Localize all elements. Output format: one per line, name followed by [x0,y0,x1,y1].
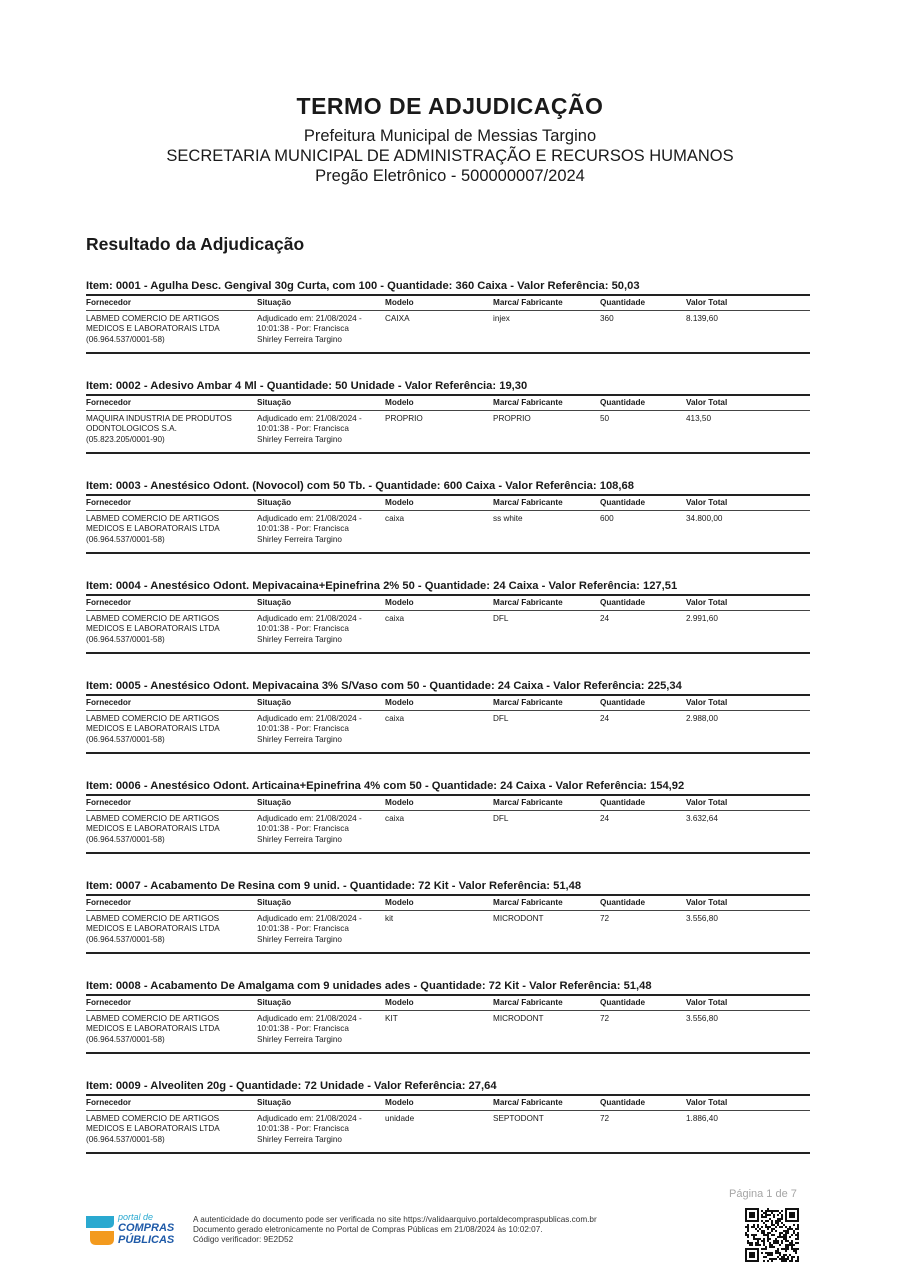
item-block [86,1078,810,1178]
cell-fornecedor-line: LABMED COMERCIO DE ARTIGOS [86,714,220,723]
item-title: Item: 0007 - Acabamento De Resina com 9 unid. - Quantidade: 72 Kit - Valor Referência: 51,48 [86,880,582,892]
table-row [86,714,810,751]
cell-situacao [257,814,379,845]
cell-quantidade: 24 [600,614,610,623]
cell-fornecedor-line: (06.964.537/0001-58) [86,534,165,544]
cell-fornecedor-line: MEDICOS E LABORATORAIS LTDA [86,524,220,534]
column-header-valor: Valor Total [686,298,728,307]
cell-modelo: caixa [385,814,405,823]
department-name: SECRETARIA MUNICIPAL DE ADMINISTRAÇÃO E RECURSOS HUMANOS [166,147,734,165]
cell-situacao-line: Shirley Ferreira Targino [257,834,342,844]
cell-situacao [257,714,379,745]
cell-quantidade: 600 [600,514,614,523]
cell-fornecedor [86,1014,251,1045]
column-header-fornecedor: Fornecedor [86,798,132,807]
item-title: Item: 0001 - Agulha Desc. Gengival 30g Curta, com 100 - Quantidade: 360 Caixa - Valor Referência: 50,03 [86,280,640,292]
cell-quantidade: 72 [600,914,610,923]
cell-situacao-line: Adjudicado em: 21/08/2024 - [257,1114,362,1123]
document-header [0,92,900,186]
item-bottom-rule [86,552,810,554]
column-header-modelo: Modelo [385,1098,414,1107]
cell-situacao-line: Adjudicado em: 21/08/2024 - [257,514,362,523]
cell-situacao [257,1014,379,1045]
cell-marca: DFL [493,714,509,723]
column-header-row [86,896,810,910]
column-header-fornecedor: Fornecedor [86,998,132,1007]
cell-situacao-line: Adjudicado em: 21/08/2024 - [257,414,362,423]
item-title: Item: 0004 - Anestésico Odont. Mepivacaina+Epinefrina 2% 50 - Quantidade: 24 Caixa - Valor Referência: 127,51 [86,580,678,592]
logo-line-2: PÚBLICAS [118,1234,175,1246]
header-divider [86,810,810,811]
column-header-marca: Marca/ Fabricante [493,998,563,1007]
cell-fornecedor-line: MEDICOS E LABORATORAIS LTDA [86,1124,220,1134]
cell-fornecedor [86,414,251,445]
column-header-marca: Marca/ Fabricante [493,598,563,607]
item-block [86,378,810,478]
header-divider [86,710,810,711]
item-block [86,278,810,378]
column-header-fornecedor: Fornecedor [86,398,132,407]
column-header-row [86,696,810,710]
cell-modelo: KIT [385,1014,398,1023]
cell-modelo: caixa [385,614,405,623]
column-header-situacao: Situação [257,598,292,607]
item-bottom-rule [86,452,810,454]
items-list [86,278,810,1178]
cell-fornecedor-line: (05.823.205/0001-90) [86,434,165,444]
cell-fornecedor-line: (06.964.537/0001-58) [86,1134,165,1144]
column-header-fornecedor: Fornecedor [86,498,132,507]
column-header-quantidade: Quantidade [600,798,646,807]
cell-situacao-line: Adjudicado em: 21/08/2024 - [257,914,362,923]
column-header-modelo: Modelo [385,898,414,907]
cell-situacao-line: Shirley Ferreira Targino [257,334,342,344]
column-header-situacao: Situação [257,498,292,507]
column-header-quantidade: Quantidade [600,298,646,307]
cell-marca: MICRODONT [493,1014,544,1023]
cell-fornecedor-line: LABMED COMERCIO DE ARTIGOS [86,614,220,623]
column-header-valor: Valor Total [686,998,728,1007]
cell-situacao-line: 10:01:38 - Por: Francisca [257,724,349,734]
cell-modelo: CAIXA [385,314,410,323]
cell-valor: 3.556,80 [686,1014,718,1023]
cell-situacao-line: Shirley Ferreira Targino [257,534,342,544]
cell-fornecedor-line: (06.964.537/0001-58) [86,1034,165,1044]
cell-marca: SEPTODONT [493,1114,544,1123]
cell-valor: 8.139,60 [686,314,718,323]
column-header-marca: Marca/ Fabricante [493,1098,563,1107]
qr-code-icon [745,1208,799,1262]
cell-fornecedor-line: LABMED COMERCIO DE ARTIGOS [86,314,220,323]
column-header-modelo: Modelo [385,498,414,507]
column-header-marca: Marca/ Fabricante [493,298,563,307]
column-header-row [86,596,810,610]
table-row [86,314,810,351]
cell-fornecedor [86,1114,251,1145]
column-header-row [86,996,810,1010]
cell-marca: DFL [493,814,509,823]
cell-situacao [257,314,379,345]
cell-situacao-line: 10:01:38 - Por: Francisca [257,324,349,334]
item-title: Item: 0002 - Adesivo Ambar 4 Ml - Quantidade: 50 Unidade - Valor Referência: 19,30 [86,380,528,392]
column-header-situacao: Situação [257,698,292,707]
column-header-situacao: Situação [257,898,292,907]
table-row [86,614,810,651]
organization-name: Prefeitura Municipal de Messias Targino [303,127,597,145]
cell-situacao-line: 10:01:38 - Por: Francisca [257,524,349,534]
column-header-valor: Valor Total [686,598,728,607]
column-header-marca: Marca/ Fabricante [493,698,563,707]
column-header-fornecedor: Fornecedor [86,698,132,707]
cell-modelo: unidade [385,1114,415,1123]
item-block [86,878,810,978]
table-row [86,814,810,851]
column-header-quantidade: Quantidade [600,398,646,407]
cell-fornecedor-line: MEDICOS E LABORATORAIS LTDA [86,1024,220,1034]
section-title: Resultado da Adjudicação [86,234,305,254]
item-block [86,578,810,678]
cell-valor: 34.800,00 [686,514,723,523]
generation-note: Documento gerado eletronicamente no Portal de Compras Públicas em 21/08/2024 às 10:02:07. [193,1225,543,1234]
item-block [86,978,810,1078]
item-block [86,778,810,878]
column-header-valor: Valor Total [686,498,728,507]
cell-marca: ss white [493,514,523,523]
column-header-fornecedor: Fornecedor [86,898,132,907]
cell-modelo: caixa [385,714,405,723]
cell-quantidade: 72 [600,1114,610,1123]
cell-valor: 2.988,00 [686,714,718,723]
table-row [86,1014,810,1051]
table-row [86,514,810,551]
column-header-fornecedor: Fornecedor [86,298,132,307]
cell-situacao-line: Shirley Ferreira Targino [257,934,342,944]
cell-valor: 3.632,64 [686,814,718,823]
page-number: Página 1 de 7 [729,1188,797,1200]
item-bottom-rule [86,1152,810,1154]
column-header-quantidade: Quantidade [600,598,646,607]
cell-fornecedor-line: LABMED COMERCIO DE ARTIGOS [86,914,220,923]
cell-fornecedor [86,714,251,745]
cell-situacao [257,514,379,545]
column-header-situacao: Situação [257,998,292,1007]
cell-modelo: PROPRIO [385,414,423,423]
cell-situacao [257,614,379,645]
cell-situacao-line: 10:01:38 - Por: Francisca [257,824,349,834]
footer-text [193,1215,597,1245]
cell-marca: PROPRIO [493,414,531,423]
cell-fornecedor-line: (06.964.537/0001-58) [86,734,165,744]
cell-fornecedor-line: MEDICOS E LABORATORAIS LTDA [86,624,220,634]
table-row [86,914,810,951]
header-divider [86,510,810,511]
portal-logo [86,1212,186,1248]
cell-fornecedor [86,814,251,845]
cell-fornecedor [86,514,251,545]
item-bottom-rule [86,352,810,354]
cell-situacao [257,414,379,445]
item-title: Item: 0006 - Anestésico Odont. Articaina+Epinefrina 4% com 50 - Quantidade: 24 Caixa - Valor Referência: 154,92 [86,780,685,792]
verification-code: Código verificador: 9E2D52 [193,1235,294,1244]
cell-marca: DFL [493,614,509,623]
header-divider [86,1010,810,1011]
process-number: Pregão Eletrônico - 500000007/2024 [315,167,585,185]
cell-situacao-line: Shirley Ferreira Targino [257,734,342,744]
column-header-quantidade: Quantidade [600,898,646,907]
cell-fornecedor-line: (06.964.537/0001-58) [86,934,165,944]
cell-fornecedor-line: ODONTOLOGICOS S.A. [86,424,177,434]
cell-situacao-line: Adjudicado em: 21/08/2024 - [257,314,362,323]
column-header-quantidade: Quantidade [600,698,646,707]
cell-modelo: kit [385,914,394,923]
cell-fornecedor-line: LABMED COMERCIO DE ARTIGOS [86,514,220,523]
item-title: Item: 0005 - Anestésico Odont. Mepivacaina 3% S/Vaso com 50 - Quantidade: 24 Caixa - Valor Referência: 225,34 [86,680,682,692]
column-header-modelo: Modelo [385,698,414,707]
column-header-situacao: Situação [257,298,292,307]
cell-quantidade: 24 [600,814,610,823]
item-block [86,678,810,778]
logo-small-text: portal de [118,1212,154,1222]
cell-marca: MICRODONT [493,914,544,923]
cell-quantidade: 360 [600,314,614,323]
header-divider [86,910,810,911]
item-title: Item: 0009 - Alveoliten 20g - Quantidade: 72 Unidade - Valor Referência: 27,64 [86,1080,497,1092]
cell-quantidade: 72 [600,1014,610,1023]
cell-fornecedor-line: MAQUIRA INDUSTRIA DE PRODUTOS [86,414,232,423]
column-header-row [86,396,810,410]
cell-fornecedor [86,614,251,645]
cell-quantidade: 24 [600,714,610,723]
cell-valor: 1.886,40 [686,1114,718,1123]
cell-situacao-line: Shirley Ferreira Targino [257,434,342,444]
cell-fornecedor-line: MEDICOS E LABORATORAIS LTDA [86,824,220,834]
header-divider [86,610,810,611]
cell-situacao-line: Shirley Ferreira Targino [257,634,342,644]
cell-fornecedor [86,314,251,345]
item-bottom-rule [86,752,810,754]
cell-valor: 413,50 [686,414,712,423]
header-divider [86,1110,810,1111]
cell-situacao-line: 10:01:38 - Por: Francisca [257,1124,349,1134]
item-bottom-rule [86,1052,810,1054]
cell-situacao-line: Shirley Ferreira Targino [257,1134,342,1144]
column-header-valor: Valor Total [686,698,728,707]
header-divider [86,310,810,311]
header-divider [86,410,810,411]
cell-fornecedor-line: MEDICOS E LABORATORAIS LTDA [86,324,220,334]
document-title: TERMO DE ADJUDICAÇÃO [296,93,604,119]
cell-situacao-line: Adjudicado em: 21/08/2024 - [257,1014,362,1023]
cell-fornecedor-line: (06.964.537/0001-58) [86,634,165,644]
table-row [86,414,810,451]
cell-quantidade: 50 [600,414,610,423]
column-header-modelo: Modelo [385,998,414,1007]
column-header-situacao: Situação [257,398,292,407]
column-header-modelo: Modelo [385,798,414,807]
column-header-row [86,796,810,810]
cell-fornecedor-line: LABMED COMERCIO DE ARTIGOS [86,1014,220,1023]
cell-situacao-line: 10:01:38 - Por: Francisca [257,624,349,634]
item-bottom-rule [86,852,810,854]
cell-marca: injex [493,314,510,323]
cell-fornecedor-line: LABMED COMERCIO DE ARTIGOS [86,1114,220,1123]
column-header-marca: Marca/ Fabricante [493,398,563,407]
cell-valor: 3.556,80 [686,914,718,923]
portal-logo-icon [86,1212,114,1246]
cell-fornecedor-line: (06.964.537/0001-58) [86,834,165,844]
column-header-marca: Marca/ Fabricante [493,898,563,907]
cell-situacao [257,1114,379,1145]
column-header-situacao: Situação [257,1098,292,1107]
cell-situacao-line: 10:01:38 - Por: Francisca [257,1024,349,1034]
column-header-marca: Marca/ Fabricante [493,498,563,507]
column-header-row [86,1096,810,1110]
column-header-valor: Valor Total [686,1098,728,1107]
item-title: Item: 0003 - Anestésico Odont. (Novocol) com 50 Tb. - Quantidade: 600 Caixa - Valor Referência: 108,68 [86,480,634,492]
cell-situacao-line: Adjudicado em: 21/08/2024 - [257,614,362,623]
column-header-fornecedor: Fornecedor [86,1098,132,1107]
column-header-valor: Valor Total [686,798,728,807]
cell-fornecedor [86,914,251,945]
column-header-valor: Valor Total [686,898,728,907]
logo-line-1: COMPRAS [118,1222,175,1234]
cell-fornecedor-line: MEDICOS E LABORATORAIS LTDA [86,724,220,734]
cell-situacao-line: 10:01:38 - Por: Francisca [257,424,349,434]
column-header-modelo: Modelo [385,398,414,407]
column-header-quantidade: Quantidade [600,1098,646,1107]
item-bottom-rule [86,952,810,954]
cell-fornecedor-line: (06.964.537/0001-58) [86,334,165,344]
column-header-situacao: Situação [257,798,292,807]
cell-fornecedor-line: LABMED COMERCIO DE ARTIGOS [86,814,220,823]
cell-situacao-line: Shirley Ferreira Targino [257,1034,342,1044]
cell-valor: 2.991,60 [686,614,718,623]
column-header-quantidade: Quantidade [600,998,646,1007]
cell-situacao-line: 10:01:38 - Por: Francisca [257,924,349,934]
item-bottom-rule [86,652,810,654]
column-header-modelo: Modelo [385,298,414,307]
column-header-modelo: Modelo [385,598,414,607]
column-header-valor: Valor Total [686,398,728,407]
cell-situacao-line: Adjudicado em: 21/08/2024 - [257,814,362,823]
item-title: Item: 0008 - Acabamento De Amalgama com 9 unidades ades - Quantidade: 72 Kit - Valor Referência: 51,48 [86,980,652,992]
cell-modelo: caixa [385,514,405,523]
column-header-fornecedor: Fornecedor [86,598,132,607]
table-row [86,1114,810,1151]
column-header-row [86,496,810,510]
cell-situacao-line: Adjudicado em: 21/08/2024 - [257,714,362,723]
authenticity-note: A autenticidade do documento pode ser verificada no site https://validaarquivo.portaldecompraspublicas.com.br [193,1215,597,1224]
column-header-marca: Marca/ Fabricante [493,798,563,807]
item-block [86,478,810,578]
cell-fornecedor-line: MEDICOS E LABORATORAIS LTDA [86,924,220,934]
cell-situacao [257,914,379,945]
column-header-quantidade: Quantidade [600,498,646,507]
column-header-row [86,296,810,310]
